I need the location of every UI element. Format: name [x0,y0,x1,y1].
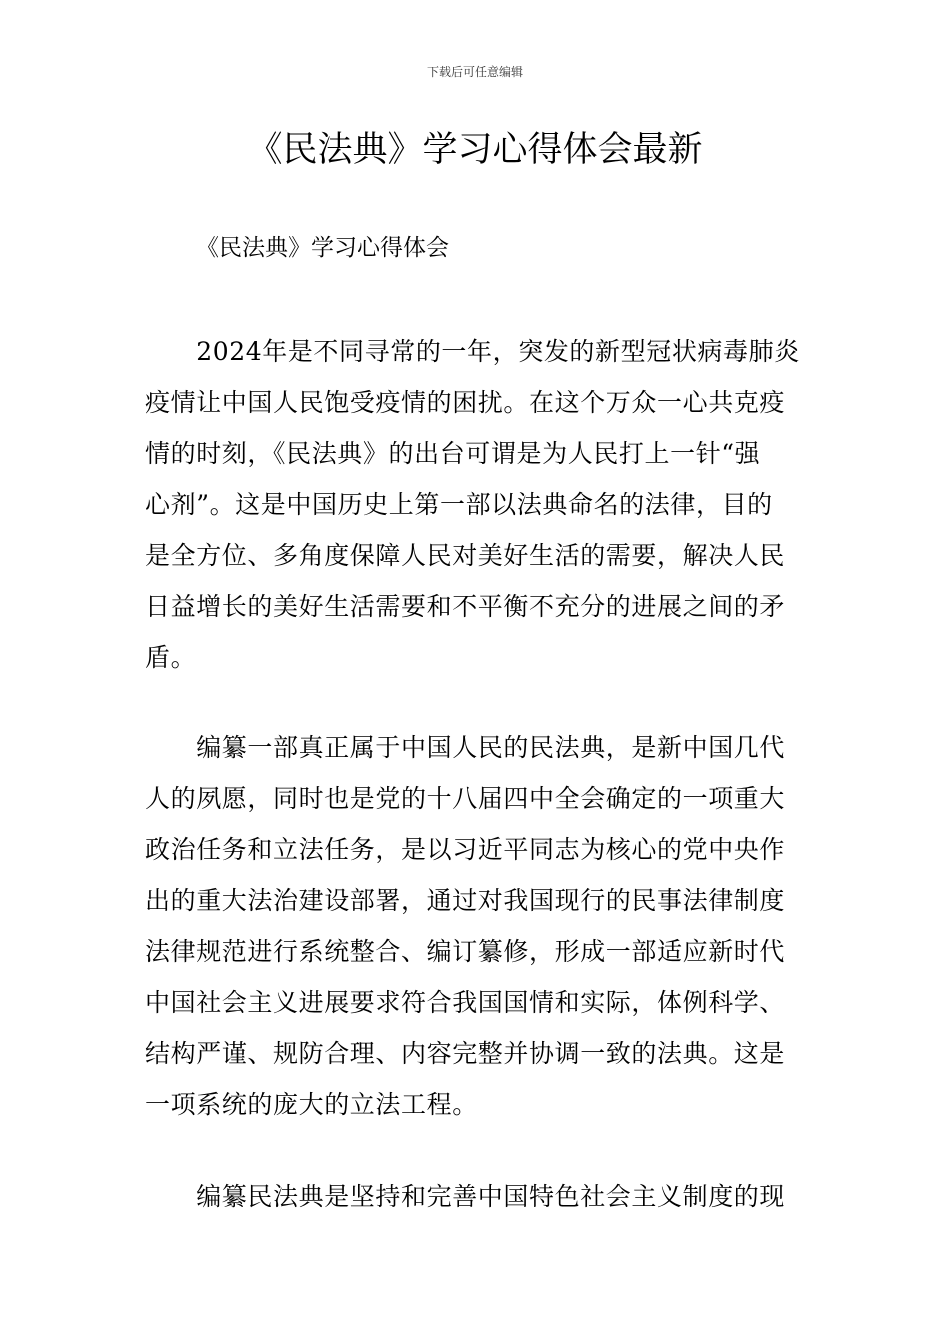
paragraph-line: 心剂”。这是中国历史上第一部以法典命名的法律，目的 [145,490,773,519]
paragraph-line: 是全方位、多角度保障人民对美好生活的需要，解决人民 [145,541,786,570]
page-header-note: 下载后可任意编辑 [426,65,523,79]
paragraph-line: 2024年是不同寻常的一年，突发的新型冠状病毒肺炎 [145,337,800,366]
paragraph-1 [145,326,811,683]
paragraph-line: 编纂民法典是坚持和完善中国特色社会主义制度的现 [145,1182,786,1211]
paragraph-line: 编纂一部真正属于中国人民的民法典，是新中国几代 [145,733,786,762]
paragraph-line: 日益增长的美好生活需要和不平衡不充分的进展之间的矛 [145,592,786,621]
paragraph-line: 疫情让中国人民饱受疫情的困扰。在这个万众一心共克疫 [145,388,786,417]
document-title: 《民法典》学习心得体会最新 [247,130,703,170]
document-subtitle: 《民法典》学习心得体会 [196,235,449,261]
paragraph-2 [145,722,811,1130]
paragraph-line: 情的时刻，《民法典》的出台可谓是为人民打上一针“强 [145,439,761,468]
paragraph-3 [145,1171,811,1222]
paragraph-line: 一项系统的庞大的立法工程。 [145,1090,478,1119]
paragraph-line: 政治任务和立法任务，是以习近平同志为核心的党中央作 [145,835,786,864]
paragraph-line: 法律规范进行系统整合、编订纂修，形成一部适应新时代 [145,937,786,966]
paragraph-line: 出的重大法治建设部署，通过对我国现行的民事法律制度 [145,886,786,915]
paragraph-line: 结构严谨、规防合理、内容完整并协调一致的法典。这是 [145,1039,786,1068]
paragraph-line: 人的夙愿，同时也是党的十八届四中全会确定的一项重大 [145,784,786,813]
paragraph-line: 中国社会主义进展要求符合我国国情和实际，体例科学、 [145,988,786,1017]
paragraph-line: 盾。 [145,643,197,672]
